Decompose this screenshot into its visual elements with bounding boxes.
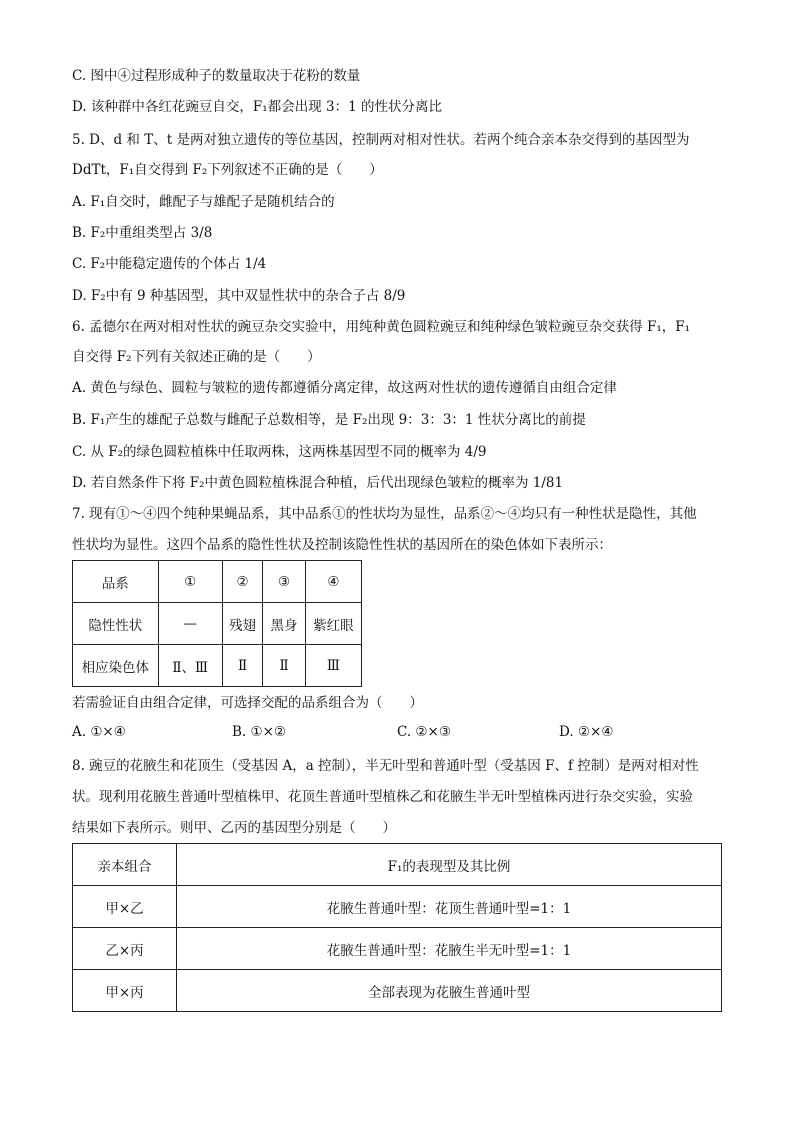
- table-cell: ②: [222, 561, 262, 603]
- question-6-option-c: C. 从 F₂的绿色圆粒植株中任取两株，这两株基因型不同的概率为 4/9: [72, 444, 487, 460]
- table-row: [73, 844, 722, 886]
- table-cell: Ⅱ: [222, 645, 262, 687]
- table-cell: —: [158, 603, 222, 645]
- question-5-stem-cont: DdTt，F₁自交得到 F₂下列叙述不正确的是（ ）: [72, 162, 383, 178]
- table-cell: ①: [158, 561, 222, 603]
- question-c-line: C. 图中④过程形成种子的数量取决于花粉的数量: [72, 68, 361, 84]
- question-5-option-a: A. F₁自交时，雌配子与雄配子是随机结合的: [72, 194, 335, 210]
- table-row: [73, 928, 722, 970]
- question-7-stem: 7. 现有①～④四个纯种果蝇品系，其中品系①的性状均为显性，品系②～④均只有一种性状是隐性，其他: [72, 506, 697, 522]
- question-8-stem: 8. 豌豆的花腋生和花顶生（受基因 A，a 控制），半无叶型和普通叶型（受基因 F、f 控制）是两对相对性: [72, 758, 699, 774]
- table-cell: ④: [305, 561, 361, 603]
- table-row: [73, 970, 722, 1012]
- table-cell: 品系: [73, 561, 159, 603]
- table-cell: F₁的表现型及其比例: [177, 844, 722, 886]
- question-5-option-b: B. F₂中重组类型占 3/8: [72, 225, 213, 241]
- table-cell: 甲×乙: [73, 886, 177, 928]
- table-cell: ③: [263, 561, 305, 603]
- question-5-stem: 5. D、d 和 T、t 是两对独立遗传的等位基因，控制两对相对性状。若两个纯合亲本杂交得到的基因型为: [72, 132, 690, 148]
- table-cell: Ⅱ、Ⅲ: [158, 645, 222, 687]
- table-cell: 甲×丙: [73, 970, 177, 1012]
- question-5-option-d: D. F₂中有 9 种基因型，其中双显性状中的杂合子占 8/9: [72, 288, 406, 304]
- table-cell: 残翅: [222, 603, 262, 645]
- question-6-stem: 6. 孟德尔在两对相对性状的豌豆杂交实验中，用纯种黄色圆粒豌豆和纯种绿色皱粒豌豆杂交获得 F₁，F₁: [72, 319, 691, 335]
- table-cell: Ⅲ: [305, 645, 361, 687]
- table-cell: 花腋生普通叶型：花顶生普通叶型=1：1: [177, 886, 722, 928]
- question-7-option-b: B. ①×②: [232, 724, 287, 740]
- table-cell: 花腋生普通叶型：花腋生半无叶型=1：1: [177, 928, 722, 970]
- table-cell: 隐性性状: [73, 603, 159, 645]
- question-7-prompt: 若需验证自由组合定律，可选择交配的品系组合为（ ）: [72, 695, 423, 711]
- question-6-option-d: D. 若自然条件下将 F₂中黄色圆粒植株混合种植，后代出现绿色皱粒的概率为 1/81: [72, 475, 564, 491]
- table-cell: Ⅱ: [263, 645, 305, 687]
- question-7-option-c: C. ②×③: [397, 724, 451, 740]
- table-row: [73, 645, 362, 687]
- table-row: [73, 603, 362, 645]
- cross-results-table: [72, 843, 722, 1012]
- table-cell: 全部表现为花腋生普通叶型: [177, 970, 722, 1012]
- table-cell: 乙×丙: [73, 928, 177, 970]
- table-row: [73, 561, 362, 603]
- question-d-line: D. 该种群中各红花豌豆自交，F₁都会出现 3：1 的性状分离比: [72, 99, 442, 115]
- question-8-stem-cont: 状。现利用花腋生普通叶型植株甲、花顶生普通叶型植株乙和花腋生半无叶型植株丙进行杂交实验，实验: [72, 789, 693, 805]
- question-7-options: [72, 722, 722, 742]
- strain-table: [72, 560, 362, 687]
- question-8-stem-cont-2: 结果如下表所示。则甲、乙丙的基因型分别是（ ）: [72, 820, 396, 836]
- question-6-stem-cont: 自交得 F₂下列有关叙述正确的是（ ）: [72, 349, 321, 365]
- table-row: [73, 886, 722, 928]
- table-cell: 紫红眼: [305, 603, 361, 645]
- question-6-option-b: B. F₁产生的雄配子总数与雌配子总数相等，是 F₂出现 9：3：3：1 性状分离比的前提: [72, 412, 586, 428]
- table-cell: 相应染色体: [73, 645, 159, 687]
- table-cell: 黑身: [263, 603, 305, 645]
- question-7-stem-cont: 性状均为显性。这四个品系的隐性性状及控制该隐性性状的基因所在的染色体如下表所示：: [72, 537, 612, 553]
- question-6-option-a: A. 黄色与绿色、圆粒与皱粒的遗传都遵循分离定律，故这两对性状的遗传遵循自由组合定律: [72, 380, 617, 396]
- table-cell: 亲本组合: [73, 844, 177, 886]
- question-7-option-a: A. ①×④: [72, 724, 126, 740]
- question-5-option-c: C. F₂中能稳定遗传的个体占 1/4: [72, 256, 267, 272]
- question-7-option-d: D. ②×④: [559, 724, 614, 740]
